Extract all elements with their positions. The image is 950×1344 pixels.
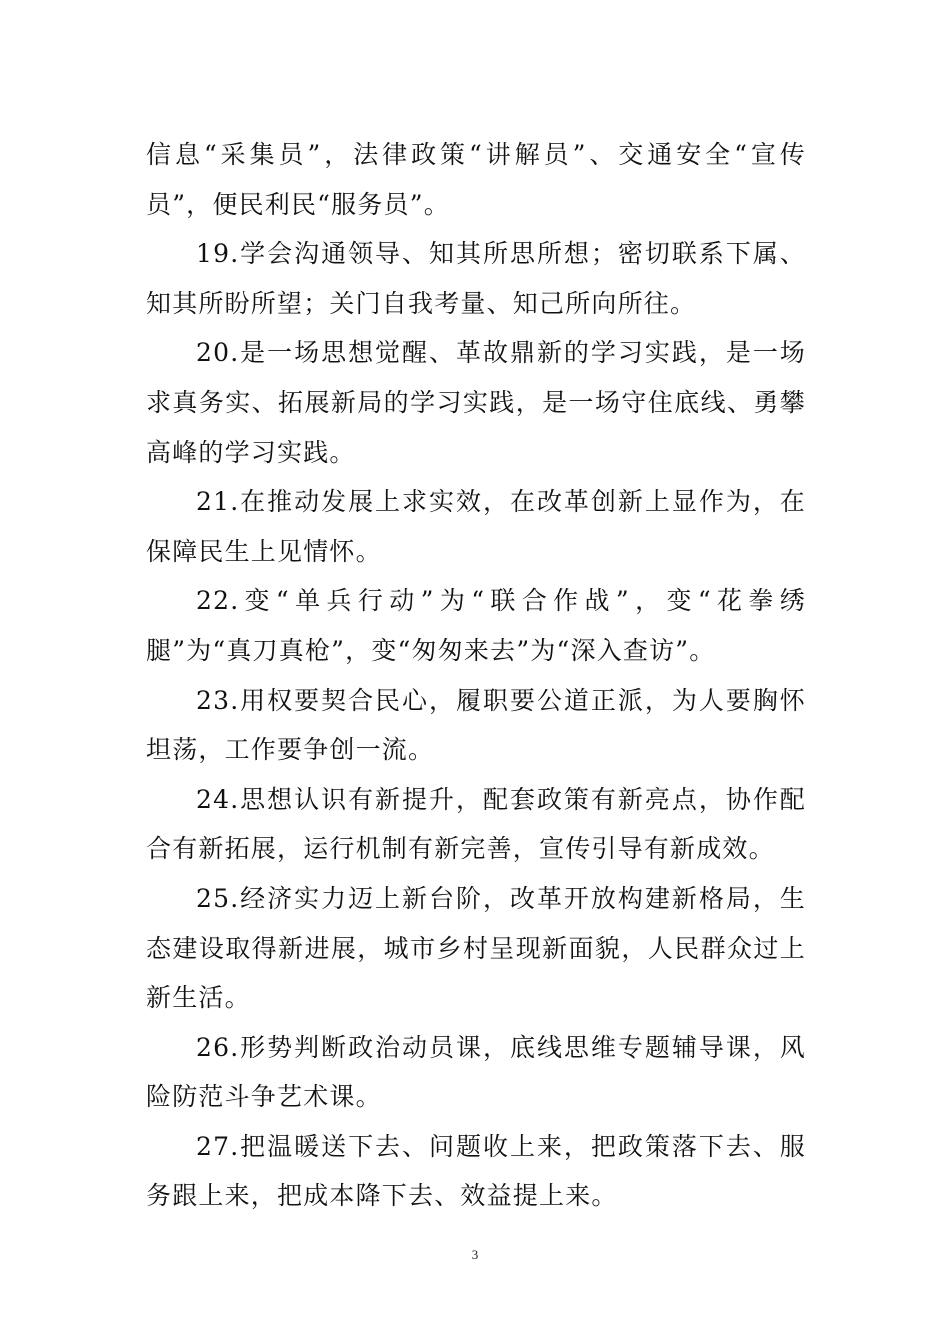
paragraph-item-23: 23.用权要契合民心，履职要公道正派，为人要胸怀坦荡，工作要争创一流。	[146, 685, 806, 765]
paragraph-item-24: 24.思想认识有新提升，配套政策有新亮点，协作配合有新拓展，运行机制有新完善，宣传引导有新成效。	[146, 784, 806, 864]
paragraph-item-19: 19.学会沟通领导、知其所思所想；密切联系下属、知其所盼所望；关门自我考量、知己所向所往。	[146, 239, 806, 318]
paragraph-item-20: 20.是一场思想觉醒、革故鼎新的学习实践，是一场求真务实、拓展新局的学习实践，是一场守住底线、勇攀高峰的学习实践。	[146, 338, 806, 467]
paragraph-item-22: 22.变“单兵行动”为“联合作战”，变“花拳绣腿”为“真刀真枪”，变“匆匆来去”为“深入查访”。	[146, 586, 806, 665]
paragraph-item-26: 26.形势判断政治动员课，底线思维专题辅导课，风险防范斗争艺术课。	[146, 1032, 806, 1112]
document-body	[146, 130, 806, 1221]
page-number: 3	[471, 1247, 479, 1262]
paragraph-item-25: 25.经济实力迈上新台阶，改革开放构建新格局，生态建设取得新进展，城市乡村呈现新面貌，人民群众过上新生活。	[146, 883, 806, 1013]
paragraph-item-27: 27.把温暖送下去、问题收上来，把政策落下去、服务跟上来，把成本降下去、效益提上来。	[146, 1131, 806, 1211]
paragraph-item-21: 21.在推动发展上求实效，在改革创新上显作为，在保障民生上见情怀。	[146, 487, 806, 566]
paragraph-continuation: 信息“采集员”，法律政策“讲解员”、交通安全“宣传员”，便民利民“服务员”。	[146, 140, 806, 219]
